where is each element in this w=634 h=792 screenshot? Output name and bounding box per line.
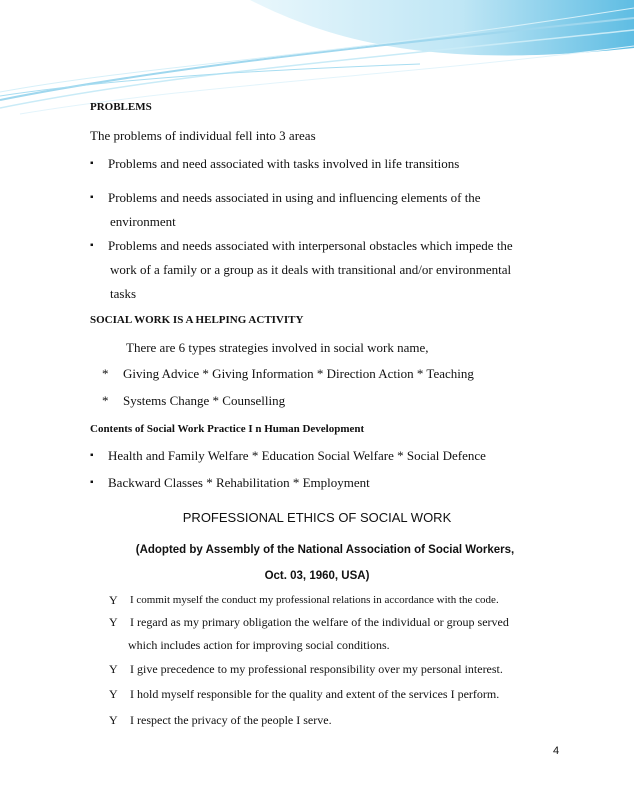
- bullet-icon: ▪: [90, 450, 94, 461]
- ethics-marker-icon: Y: [109, 593, 118, 607]
- page-number: 4: [553, 745, 560, 757]
- section-heading-contents: Contents of Social Work Practice I n Human Development: [90, 423, 365, 435]
- ethics-item-2-line-1: I regard as my primary obligation the welfare of the individual or group served: [130, 615, 509, 629]
- strategies-line-1: Giving Advice * Giving Information * Direction Action * Teaching: [123, 366, 474, 381]
- problem-3-line-1: Problems and needs associated with interpersonal obstacles which impede the: [108, 238, 513, 253]
- ethics-marker-icon: Y: [109, 615, 118, 629]
- bullet-icon: ▪: [90, 477, 94, 488]
- bullet-icon: ▪: [90, 192, 94, 203]
- ethics-marker-icon: Y: [109, 687, 118, 701]
- ethics-item-4: I hold myself responsible for the quality and extent of the services I perform.: [130, 687, 500, 701]
- strategies-intro: There are 6 types strategies involved in social work name,: [126, 340, 429, 355]
- star-icon: *: [102, 366, 109, 381]
- ethics-marker-icon: Y: [109, 662, 118, 676]
- problem-3-line-3: tasks: [110, 286, 136, 301]
- star-icon: *: [102, 393, 109, 408]
- problem-3-line-2: work of a family or a group as it deals with transitional and/or environmental: [110, 262, 512, 277]
- section-heading-problems: PROBLEMS: [90, 101, 152, 113]
- ethics-adopted-line-2: Oct. 03, 1960, USA): [264, 570, 370, 582]
- section-heading-helping-activity: SOCIAL WORK IS A HELPING ACTIVITY: [90, 314, 304, 326]
- ethics-item-3: I give precedence to my professional responsibility over my personal interest.: [130, 662, 503, 676]
- ethics-adopted-line-1: (Adopted by Assembly of the National Association of Social Workers,: [135, 544, 515, 556]
- ethics-item-1: I commit myself the conduct my professional relations in accordance with the code.: [130, 594, 499, 606]
- problem-2-line-2: environment: [110, 214, 176, 229]
- ethics-item-2-line-2: which includes action for improving social conditions.: [128, 638, 390, 652]
- contents-line-2: Backward Classes * Rehabilitation * Employment: [108, 475, 370, 490]
- bullet-icon: ▪: [90, 158, 94, 169]
- problems-intro: The problems of individual fell into 3 areas: [90, 128, 316, 143]
- bullet-icon: ▪: [90, 240, 94, 251]
- contents-line-1: Health and Family Welfare * Education Social Welfare * Social Defence: [108, 448, 486, 463]
- ethics-marker-icon: Y: [109, 713, 118, 727]
- ethics-title: PROFESSIONAL ETHICS OF SOCIAL WORK: [182, 510, 452, 525]
- ethics-item-5: I respect the privacy of the people I serve.: [130, 713, 332, 727]
- problem-2-line-1: Problems and needs associated in using and influencing elements of the: [108, 190, 481, 205]
- strategies-line-2: Systems Change * Counselling: [123, 393, 286, 408]
- problem-1-line-1: Problems and need associated with tasks involved in life transitions: [108, 156, 460, 171]
